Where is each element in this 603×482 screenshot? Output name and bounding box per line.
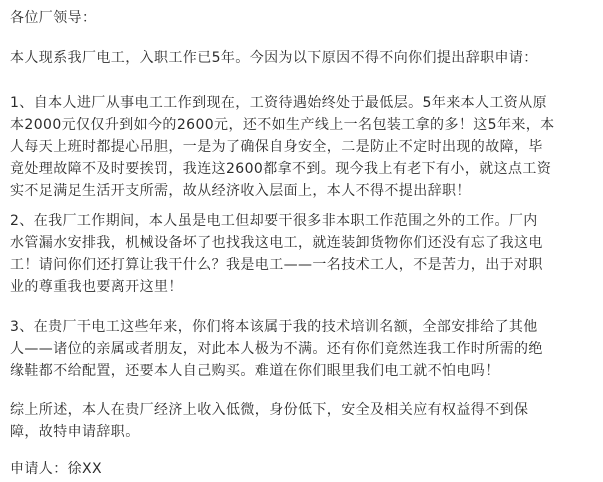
intro-paragraph: 本人现系我厂电工，入职工作已5年。今因为以下原因不得不向你们提出辞职申请： bbox=[10, 50, 538, 66]
paragraph-2-line-3: 工！请问你们还打算让我干什么？我是电工——一名技术工人，不是苦力，出于对职 bbox=[10, 257, 543, 273]
paragraph-1-line-2: 本2000元仅仅升到如今的2600元，还不如生产线上一名包装工拿的多！这5年来，本 bbox=[10, 117, 555, 133]
salutation: 各位厂领导： bbox=[10, 10, 97, 26]
paragraph-1-line-5: 实不足满足生活开支所需，故从经济收入层面上，本人不得不提出辞职！ bbox=[10, 183, 471, 199]
resignation-letter bbox=[10, 0, 595, 482]
conclusion-line-2: 障，故特申请辞职。 bbox=[10, 424, 140, 440]
paragraph-3-line-3: 缘鞋都不给配置，还要本人自己购买。难道在你们眼里我们电工就不怕电吗！ bbox=[10, 363, 500, 379]
paragraph-2-line-4: 业的尊重我也要离开这里！ bbox=[10, 279, 183, 295]
conclusion-line-1: 综上所述，本人在贵厂经济上收入低微，身份低下，安全及相关应有权益得不到保 bbox=[10, 402, 529, 418]
paragraph-3-line-2: 人——诸位的亲属或者朋友，对此本人极为不满。还有你们竟然连我工作时所需的绝 bbox=[10, 341, 543, 357]
paragraph-3-line-1: 3、在贵厂干电工这些年来，你们将本该属于我的技术培训名额，全部安排给了其他 bbox=[10, 319, 538, 335]
paragraph-1-line-1: 1、自本人进厂从事电工工作到现在，工资待遇始终处于最低层。5年来本人工资从原 bbox=[10, 95, 548, 111]
signature: 申请人：徐XX bbox=[10, 461, 102, 477]
paragraph-2-line-1: 2、在我厂工作期间，本人虽是电工但却要干很多非本职工作范围之外的工作。厂内 bbox=[10, 213, 538, 229]
paragraph-1-line-3: 人每天上班时都提心吊胆，一是为了确保自身安全，二是防止不定时出现的故障，毕 bbox=[10, 139, 543, 155]
paragraph-2-line-2: 水管漏水安排我，机械设备坏了也找我这电工，就连装卸货物你们还没有忘了我这电 bbox=[10, 235, 543, 251]
paragraph-1-line-4: 竟处理故障不及时要挨罚，我连这2600都拿不到。现今我上有老下有小，就这点工资 bbox=[10, 161, 552, 177]
